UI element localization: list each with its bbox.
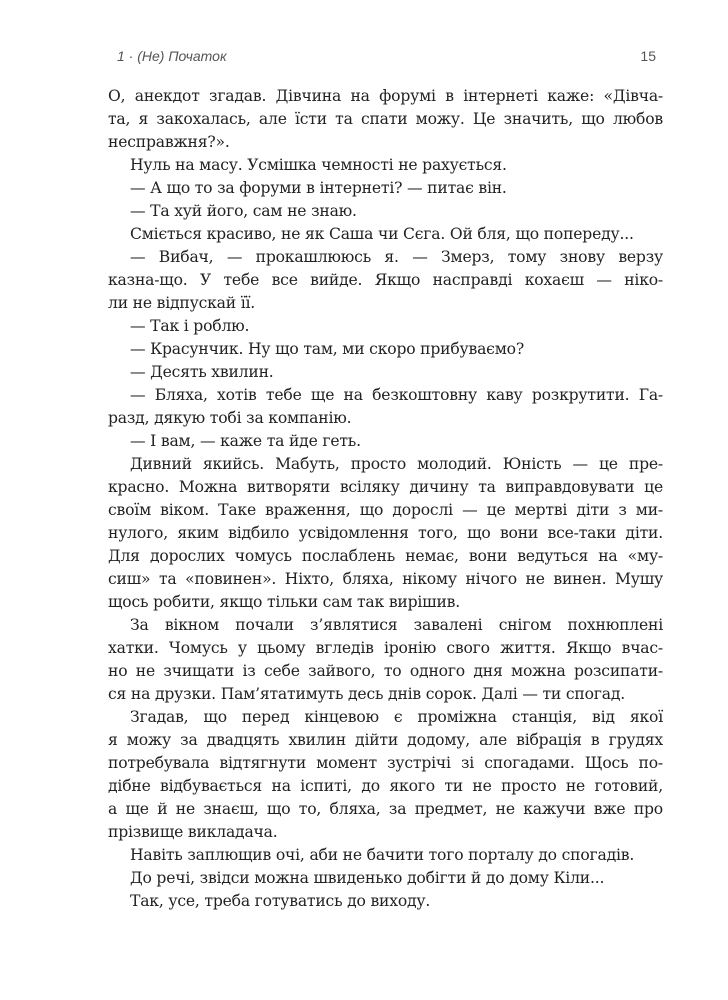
paragraph	[108, 844, 663, 867]
text-line: нулого, яким відбило усвідомлення того, що вони все-таки діти.	[108, 524, 663, 542]
text-line: Згадав, що перед кінцевою є проміжна станція, від якої	[130, 708, 663, 726]
text-line: разд, дякую тобі за компанію.	[108, 409, 352, 427]
paragraph	[108, 246, 663, 315]
text-line: казна-що. У тебе все вийде. Якщо насправді кохаєш — ніко-	[108, 271, 663, 289]
text-line: О, анекдот згадав. Дівчина на форумі в інтернеті каже: «Дівча-	[108, 87, 663, 105]
text-line: своїм віком. Таке враження, що дорослі — це мертві діти з ми-	[108, 501, 663, 519]
paragraph	[108, 384, 663, 430]
chapter-title: 1 · (Не) Початок	[117, 48, 227, 64]
text-line: Дивний якийсь. Мабуть, просто молодий. Юність — це пре-	[130, 455, 663, 473]
paragraph	[108, 223, 663, 246]
paragraph	[108, 890, 663, 913]
text-line: До речі, звідси можна швиденько добігти й до дому Кіли...	[130, 869, 605, 887]
paragraph	[108, 430, 663, 453]
text-line: Для дорослих чомусь послаблень немає, вони ведуться на «му-	[108, 547, 663, 565]
running-header	[117, 48, 656, 68]
text-line: — А що то за форуми в інтернеті? — питає він.	[130, 179, 507, 197]
paragraph	[108, 453, 663, 614]
text-line: а ще й не знаєш, що то, бляха, за предмет, не кажучи вже про	[108, 800, 663, 818]
text-line: ся на друзки. Пам’ятатимуть десь днів сорок. Далі — ти спогад.	[108, 685, 626, 703]
text-line: щось робити, якщо тільки сам так вирішив.	[108, 593, 460, 611]
text-line: — Бляха, хотів тебе ще на безкоштовну каву розкрутити. Га-	[130, 386, 663, 404]
paragraph	[108, 85, 663, 154]
text-line: прізвище викладача.	[108, 823, 278, 841]
text-line: За вікном почали з’являтися завалені снігом похнюплені	[130, 616, 663, 634]
paragraph	[108, 315, 663, 338]
text-line: сиш» та «повинен». Ніхто, бляха, нікому нічого не винен. Мушу	[108, 570, 663, 588]
text-line: Нуль на масу. Усмішка чемності не рахується.	[130, 156, 507, 174]
paragraph	[108, 154, 663, 177]
text-line: я можу за двадцять хвилин дійти додому, але вібрація в грудях	[108, 731, 663, 749]
paragraph	[108, 706, 663, 844]
text-line: — І вам, — каже та йде геть.	[130, 432, 361, 450]
paragraph	[108, 177, 663, 200]
paragraph	[108, 338, 663, 361]
paragraph	[108, 867, 663, 890]
text-line: Навіть заплющив очі, аби не бачити того порталу до спогадів.	[130, 846, 635, 864]
text-line: Так, усе, треба готуватись до виходу.	[130, 892, 431, 910]
text-line: — Та хуй його, сам не знаю.	[130, 202, 357, 220]
paragraph	[108, 361, 663, 384]
text-line: потребувала відтягнути момент зустрічі зі спогадами. Щось по-	[108, 754, 663, 772]
text-line: дібне відбувається на іспиті, до якого ти не просто не готовий,	[108, 777, 663, 795]
text-line: — Десять хвилин.	[130, 363, 274, 381]
text-line: — Вибач, — прокашлююсь я. — Змерз, тому знову верзу	[130, 248, 663, 266]
paragraph	[108, 200, 663, 223]
text-line: та, я закохалась, але їсти та спати можу. Це значить, що любов	[108, 110, 663, 128]
body-text	[108, 85, 663, 913]
text-line: несправжня?».	[108, 133, 230, 151]
text-line: — Красунчик. Ну що там, ми скоро прибуваємо?	[130, 340, 524, 358]
text-line: красно. Можна витворяти всіляку дичину та виправдовувати це	[108, 478, 663, 496]
paragraph	[108, 614, 663, 706]
text-line: но не зчищати із себе зайвого, то одного дня можна розсипати-	[108, 662, 663, 680]
text-line: ли не відпускай її.	[108, 294, 256, 312]
text-line: Сміється красиво, не як Саша чи Сєга. Ой бля, що попереду...	[130, 225, 634, 243]
page-number: 15	[640, 48, 656, 64]
text-line: — Так і роблю.	[130, 317, 250, 335]
text-line: хатки. Чомусь у цьому вгледів іронію свого життя. Якщо вчас-	[108, 639, 663, 657]
